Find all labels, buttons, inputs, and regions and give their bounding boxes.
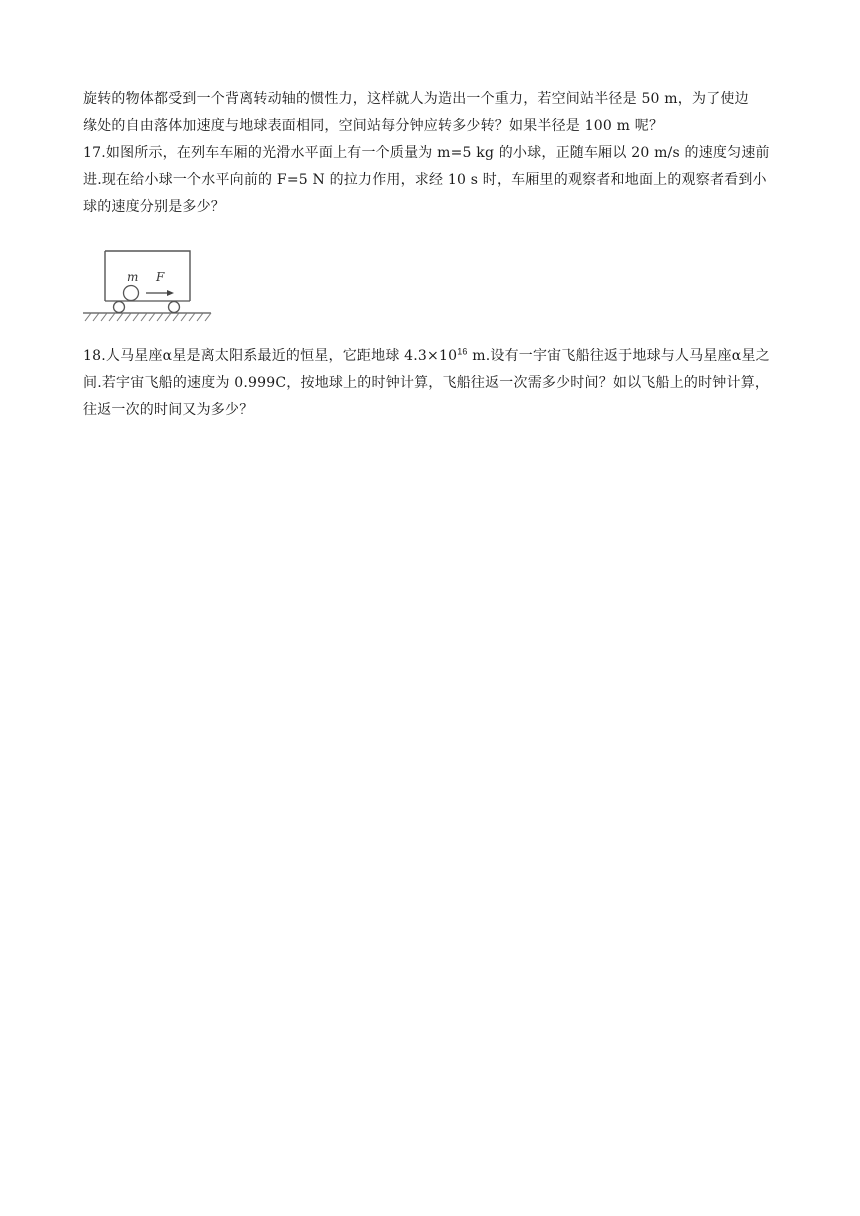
question-17	[83, 140, 779, 221]
force-label: F	[156, 270, 165, 284]
q16-line-1: 旋转的物体都受到一个背离转动轴的惯性力，这样就人为造出一个重力，若空间站半径是 50 m，为了使边	[83, 91, 749, 107]
left-wheel-icon	[114, 302, 125, 313]
q17-line-3: 球的速度分别是多少？	[83, 199, 225, 215]
question-16-continuation	[83, 86, 779, 140]
right-wheel-icon	[169, 302, 180, 313]
question-18	[83, 343, 779, 424]
q17-line-2: 进.现在给小球一个水平向前的 F=5 N 的拉力作用，求经 10 s 时，车厢里的观察者和地面上的观察者看到小	[83, 172, 767, 188]
q16-line-2: 缘处的自由落体加速度与地球表面相同，空间站每分钟应转多少转？如果半径是 100 m 呢？	[83, 118, 664, 134]
q18-line-2: 间.若宇宙飞船的速度为 0.999C，按地球上的时钟计算，飞船往返一次需多少时间？如以飞船上的时钟计算，	[83, 375, 770, 391]
train-car-diagram	[83, 247, 217, 329]
ground-hatching	[85, 313, 211, 321]
q18-line-1a: 18.人马星座α星是离太阳系最近的恒星，它距地球 4.3×10	[83, 348, 458, 364]
ball-icon	[124, 286, 139, 301]
q18-line-1b: m.设有一宇宙飞船往返于地球与人马星座α星之	[467, 348, 770, 364]
q18-exponent: 16	[457, 346, 468, 357]
document-content	[83, 86, 779, 424]
force-arrow-head-icon	[167, 290, 174, 296]
mass-label: m	[127, 270, 139, 284]
train-car-figure	[83, 247, 217, 329]
q17-line-1: 17.如图所示，在列车车厢的光滑水平面上有一个质量为 m=5 kg 的小球，正随车厢以 20 m/s 的速度匀速前	[83, 145, 770, 161]
q18-line-3: 往返一次的时间又为多少？	[83, 402, 254, 418]
